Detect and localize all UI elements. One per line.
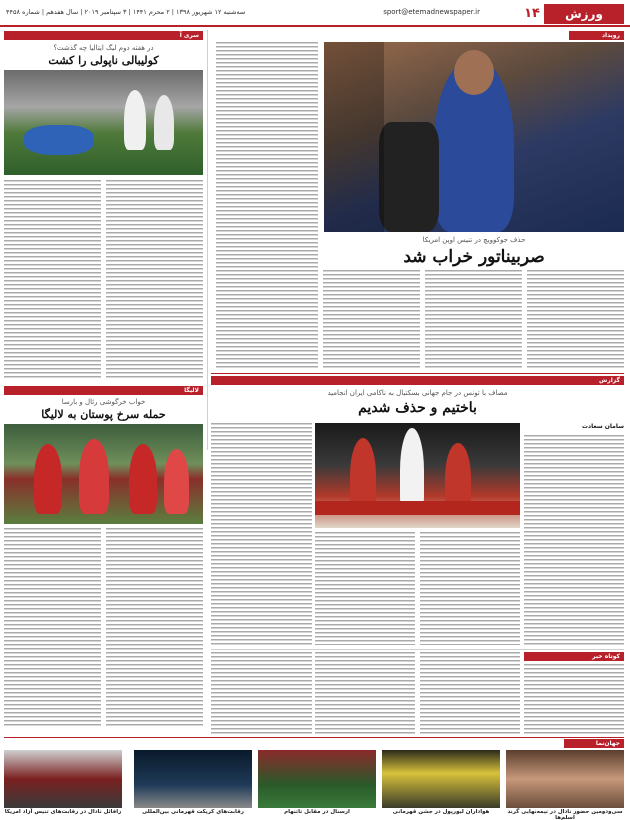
italy-tag: سری آ (4, 31, 203, 40)
tennis-body-col1 (527, 270, 624, 370)
page-number: ۱۴ (524, 6, 540, 21)
photo-strip-tag: جهان‌نما (564, 739, 624, 748)
strip-photo-1 (506, 750, 624, 808)
basketball-headline: باختیم و حذف شدیم (358, 400, 477, 416)
strip-photo-3 (258, 750, 376, 808)
basketball-body-col1 (211, 423, 312, 645)
tennis-body-col3 (323, 270, 420, 370)
short-news-col1 (524, 664, 624, 734)
tennis-kicker: حذف جوکوویچ در تنیس اوپن امریکا (422, 236, 526, 244)
italy-body-col2 (106, 180, 203, 380)
atletico-body-col2 (106, 528, 203, 728)
basketball-kicker: مصاف با تونس در جام جهانی بسکتبال به ناکامی ایران انجامید (327, 389, 508, 397)
strip-caption-5: رافائل نادال در رقابت‌های تنیس آزاد امریکا (4, 809, 122, 815)
short-news-col3 (315, 652, 415, 734)
atletico-tag: لالیگا (4, 386, 203, 395)
italy-body-col1 (4, 180, 101, 380)
atletico-photo (4, 424, 203, 524)
strip-caption-3: ارسنال در مقابل تاتنهام (284, 809, 350, 815)
basketball-tag: گزارش (211, 376, 624, 385)
tennis-body-col2 (425, 270, 522, 370)
short-news-col4 (211, 652, 312, 734)
strip-photo-5 (4, 750, 122, 808)
italy-headline: کولیبالی ناپولی را کشت (48, 54, 159, 67)
date-line: سه‌شنبه ۱۲ شهریور ۱۳۹۸ | ۲ محرم ۱۴۴۱ | ۳ سپتامبر ۲۰۱۹ | سال هفدهم | شماره ۴۴۵۸ (6, 8, 246, 16)
strip-caption-1: سی‌ودومین حضور نادال در نیمه‌نهایی گرند اسلم‌ها (507, 809, 623, 820)
racket-bag (379, 122, 439, 232)
page-header (0, 0, 630, 27)
basketball-body-col2 (420, 532, 520, 645)
short-news-col2 (420, 652, 520, 734)
italy-kicker: در هفته دوم لیگ ایتالیا چه گذشت؟ (53, 44, 154, 52)
strip-photo-2 (382, 750, 500, 808)
strip-photo-4 (134, 750, 252, 808)
basketball-body-col3 (315, 532, 415, 645)
atletico-kicker: خواب خرگوشی رئال و بارسا (61, 398, 146, 406)
italy-photo (4, 70, 203, 175)
atletico-body-col1 (4, 528, 101, 728)
section-email[interactable]: sport@etemadnewspaper.ir (383, 8, 480, 16)
short-news-tag: کوتاه خبر (524, 652, 624, 661)
tennis-headline: صربیناتور خراب شد (403, 247, 545, 267)
basketball-side-body (524, 435, 624, 645)
player-head (454, 50, 494, 95)
tennis-body-col4 (216, 42, 318, 370)
strip-caption-4: رقابت‌های کریکت قهرمانی بین‌المللی (142, 809, 244, 815)
basketball-photo (315, 423, 520, 528)
tennis-photo (324, 42, 624, 232)
basketball-side-title: سامان سعادت (582, 423, 624, 430)
strip-caption-2: هواداران لیورپول در جشن قهرمانی (392, 809, 490, 815)
section-title: ورزش (544, 4, 624, 24)
atletico-headline: حمله سرخ پوستان به لالیگا (41, 408, 166, 421)
tennis-tag: رویداد (569, 31, 624, 40)
